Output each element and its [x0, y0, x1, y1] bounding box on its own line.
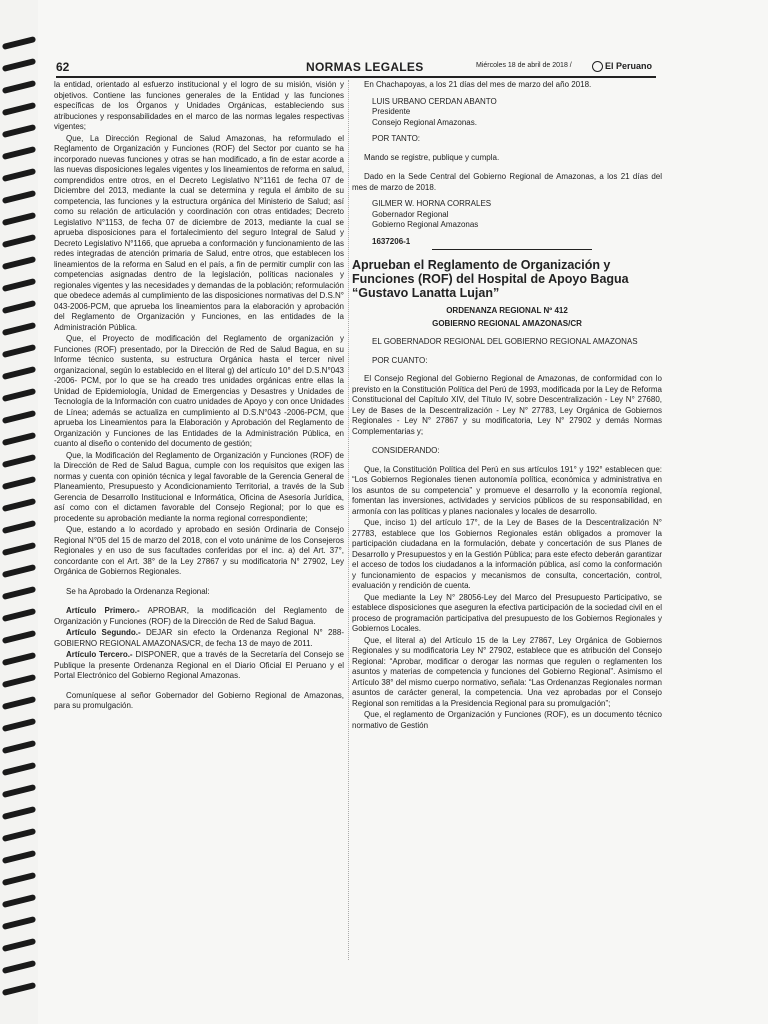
considerando: CONSIDERANDO: — [372, 446, 440, 455]
publication-code: 1637206-1 — [372, 236, 411, 246]
por-cuanto: POR CUANTO: — [372, 355, 428, 365]
por-tanto: POR TANTO: — [372, 134, 421, 143]
article-title: Aprueban el Reglamento de Organización y Funciones (ROF) del Hospital de Apoyo Bagua “Gustavo Lanatta Lujan” — [352, 258, 629, 300]
right-column — [352, 80, 662, 960]
issue-date: Miércoles 18 de abril de 2018 / — [476, 62, 572, 69]
paragraph: Se ha Aprobado la Ordenanza Regional: — [66, 586, 210, 596]
coat-of-arms-icon — [592, 61, 603, 72]
divider — [432, 249, 592, 250]
paragraph: Que, el Proyecto de modificación del Reglamento de organización y Funciones (ROF) presentado, por la Dirección de Red de Salud Bagua, en su Informe técnico sustenta, su estructura Orgánica hasta el tercer nivel organizacional, según lo establecido en el literal g) del artículo 10° del D.S.N°043 -2006- PCM, por lo que se ha creado tres unidades orgánicas entre ellas la Unidad de Epidemiología, Unidad de Emergencias y Desastres y Unidades de Tecnología de la Información con cuatro unidades de Apoyo y con once Unidades de Línea; además se actualiza en cumplimiento al D.S.N°043 -2006-PCM, que aprueba los Lineamientos para la Elaboración y Aprobación del Reglamento de Organización y Funciones de las Entidades de la Administración Pública, en cuanto al diseño o contenido del documento de gestión; — [54, 334, 344, 448]
paragraph: Que, el reglamento de Organización y Funciones (ROF), es un documento técnico normativo de Gestión — [352, 710, 662, 730]
paragraph: Mando se registre, publique y cumpla. — [364, 152, 500, 162]
ordinance-issuer: GOBIERNO REGIONAL AMAZONAS/CR — [432, 318, 582, 328]
paragraph: Que, el literal a) del Artículo 15 de la Ley 27867, Ley Orgánica de Gobiernos Regionales y su modificatoria Ley N° 27902, establece que es atribución del Consejo Regional: “Aprobar, modificar o derogar las normas que regulen o reglamenten los asuntos y materias de competencia y funciones del Gobierno Regional”. Asimismo el Artículo 38° del mismo cuerpo normativo, señala: “Las Ordenanzas Regionales norman asuntos de carácter general, la competencia. Una vez aprobadas por el Consejo Regional son remitidas a la Presidencia Regional para su promulgación”; — [352, 635, 662, 708]
paragraph: Dado en la Sede Central del Gobierno Regional de Amazonas, a los 21 días del mes de marzo de 2018. — [352, 172, 662, 192]
signature-block: GILMER W. HORNA CORRALES Gobernador Regional Gobierno Regional Amazonas — [372, 199, 492, 229]
article-third: Artículo Tercero.- DISPONER, que a través de la Secretaría del Consejo se Publique la presente Ordenanza Regional en el Diario Oficial El Peruano y el Portal Electrónico del Gobierno Regional Amazonas. — [54, 650, 344, 680]
paragraph: EL GOBERNADOR REGIONAL DEL GOBIERNO REGIONAL AMAZONAS — [372, 337, 638, 346]
ordinance-number: ORDENANZA REGIONAL Nº 412 — [446, 306, 568, 315]
paragraph: Que, inciso 1) del artículo 17°, de la Ley de Bases de la Descentralización N° 27783, establece que los Gobiernos Regionales están obligados a promover la participación ciudadana en la formulación, debate y concertación de sus Planes de Desarrollo y Presupuestos y en la Gestión Pública; para este efecto deberán garantizar el acceso de todos los ciudadanos a la información pública, así como la conformación y funcionamiento de espacios y mecanismos de consulta, concertación, control, evaluación y rendición de cuenta. — [352, 518, 662, 590]
page-number: 62 — [56, 60, 70, 74]
paragraph: Que, la Modificación del Reglamento de Organización y Funciones (ROF) de la Dirección de Red de Salud Bagua, cumple con los requisitos que exigen las normas y cuenta con opinión técnica y legal favorable de la Gerencia General de Planeamiento, Presupuesto y Acondicionamiento Territorial, a través de la Sub Gerencia de Desarrollo Institucional e Informática, Oficina de Asesoría Jurídica, así como con el dictamen favorable del Consejo Regional; por lo que es procedente su aprobación mediante la norma regional correspondiente; — [54, 450, 344, 523]
paragraph: la entidad, orientado al esfuerzo institucional y el logro de su misión, visión y objetivos. Contiene las funciones generales de la Entidad y las funciones específicas de los Órganos y Unidades Orgánicas, estableciendo sus atribuciones y responsabilidades en el marco de las normas legales respectivas vigentes; — [54, 80, 344, 131]
publication-name: El Peruano — [592, 61, 652, 72]
paragraph: Que mediante la Ley N° 28056-Ley del Marco del Presupuesto Participativo, se establece disposiciones que aseguren la efectiva participación de la sociedad civil en el proceso de programación participativa del presupuesto de los Gobiernos Regionales y Gobiernos Locales. — [352, 592, 662, 633]
paragraph: Que, La Dirección Regional de Salud Amazonas, ha reformulado el Reglamento de Organización y Funciones (ROF) del Sector por cuanto se ha incorporado nuevas funciones y otras se han modificado, a fin de estar acorde a las nuevas disposiciones legales vigentes y los lineamientos de reforma en salud, comprendidos entre otros, en el Decreto Legislativo N°1161 de fecha 07 de Diciembre del 2013, mediante la cual se determina y regula el ámbito de su competencia, las funciones y la estructura orgánica del Ministerio de Salud; así como su relación de articulación y coordinación con otras entidades; Decreto Legislativo N°1153, de fecha 07 de diciembre de 2013, mediante la cual se aprueba disposiciones para el fortalecimiento del seguro Integral de Salud y Decreto Legislativo N°1166, que aprueba a conformación y funcionamiento de las redes integradas de atención primaria de Salud, entre otros, que establecen los lineamientos de la reforma en Salud en el país, a fin de permitir cumplir con las competencias asignadas dentro de la legislación, políticas nacionales y regionales vigentes y las necesidades y demandas de la población; reformulación que obedece además al cumplimiento de las disposiciones normativas del D.S.N° 043-2006-PCM, que aprueba los lineamientos para la elaboración y aprobación del Reglamento de Organización y Funciones, en las entidades de la Administración Pública. — [54, 133, 344, 332]
paragraph: Que, estando a lo acordado y aprobado en sesión Ordinaria de Consejo Regional N°05 del 15 de marzo del 2018, con el voto unánime de los Consejeros Regionales y en uso de sus facultades conferidas por el inc. a) del Art. 37°, concordante con el Art. 38° de la Ley 27867 y su modificatoria N° 27902, Ley Orgánica de Gobiernos Regionales. — [54, 525, 344, 576]
column-divider — [348, 80, 349, 960]
paragraph: El Consejo Regional del Gobierno Regional de Amazonas, de conformidad con lo previsto en la Constitución Política del Perú de 1993, modificada por la Ley de Reforma Constitucional del Capítulo XIV, del Título IV, sobre Descentralización - Ley N° 27680, Ley de Bases de la Descentralización - Ley N° 27783, Ley Orgánica de Gobiernos Regionales - Ley N° 27867 y su modificatoria, Ley N° 27902 y demás Normas Complementarias y; — [352, 374, 662, 436]
signature-block: LUIS URBANO CERDAN ABANTO Presidente Consejo Regional Amazonas. — [372, 96, 497, 127]
left-column — [54, 80, 344, 960]
paragraph: Que, la Constitución Política del Perú en sus artículos 191° y 192° establecen que: “Los Gobiernos Regionales tienen autonomía política, económica y administrativa en los asuntos de su competencia” y promueve el desarrollo y la economía regional, fomentan las inversiones, actividades y servicios públicos de su responsabilidad, en armonía con las políticas y planes nacionales y locales de desarrollo. — [352, 464, 662, 516]
paragraph: Comuníquese al señor Gobernador del Gobierno Regional de Amazonas, para su promulgación. — [54, 690, 344, 710]
article-second: Artículo Segundo.- DEJAR sin efecto la Ordenanza Regional N° 288-GOBIERNO REGIONAL AMAZONAS/CR, de fecha 13 de mayo de 2011. — [54, 628, 344, 648]
section-title: NORMAS LEGALES — [306, 60, 424, 74]
spiral-binding — [0, 0, 38, 1024]
page-header — [56, 60, 656, 78]
paragraph: En Chachapoyas, a los 21 días del mes de marzo del año 2018. — [364, 80, 592, 89]
article-first: Artículo Primero.- APROBAR, la modificación del Reglamento de Organización y Funciones (ROF) de la Dirección de Red de Salud Bagua. — [54, 606, 344, 626]
